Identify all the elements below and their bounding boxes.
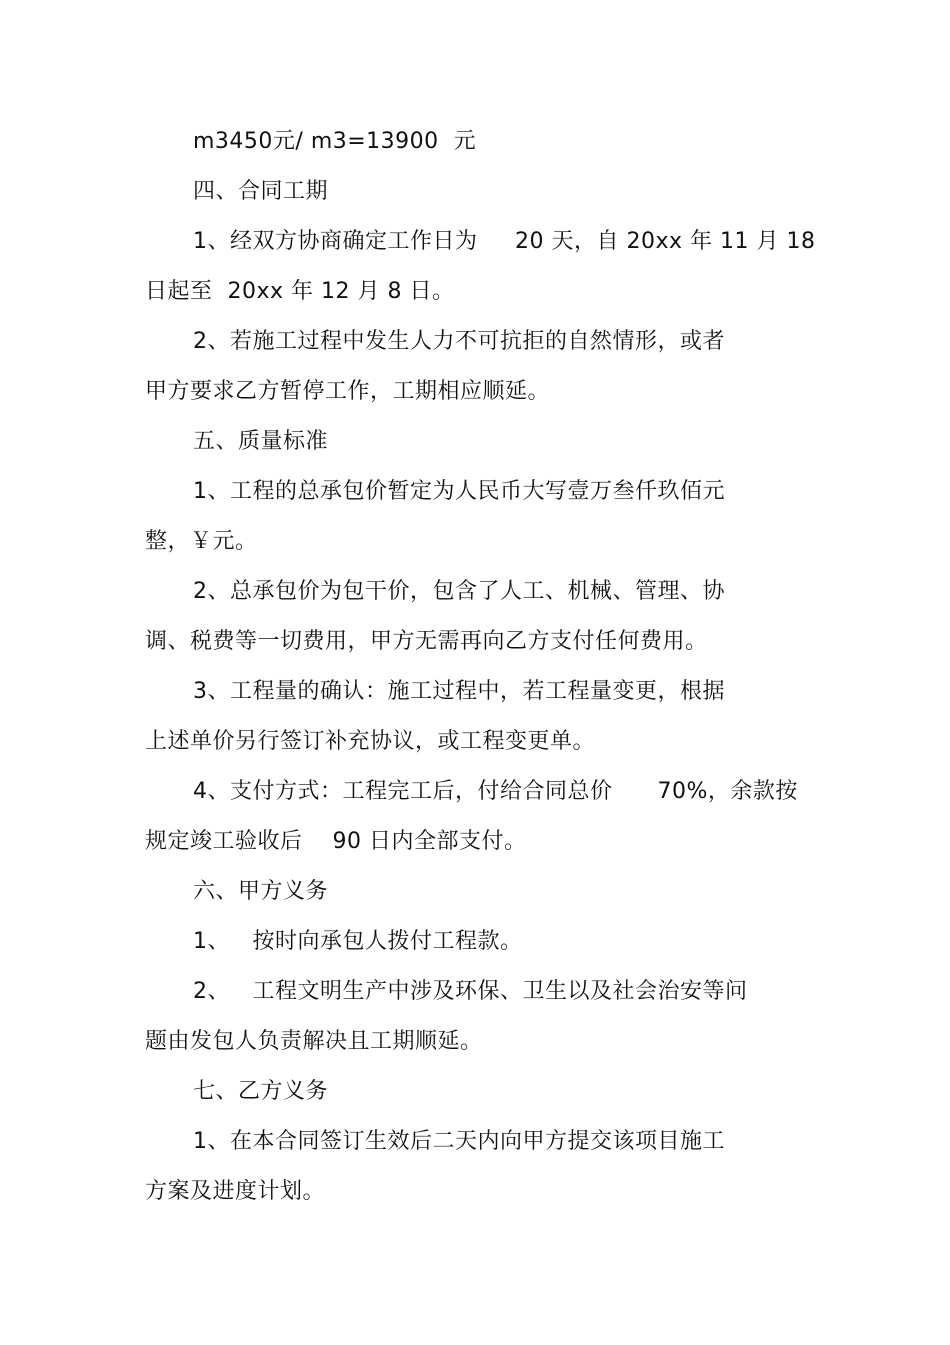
paragraph-line: 方案及进度计划。 [145,1179,326,1204]
paragraph-line: 3、工程量的确认：施工过程中，若工程量变更，根据 [193,679,725,704]
section-heading-party-a-obligations: 六、甲方义务 [193,879,329,904]
section-heading-contract-period: 四、合同工期 [193,179,329,204]
paragraph-line: 题由发包人负责解决且工期顺延。 [145,1029,483,1054]
paragraph-line: 1、 按时向承包人拨付工程款。 [193,929,523,954]
paragraph-line: 调、税费等一切费用，甲方无需再向乙方支付任何费用。 [145,629,708,654]
paragraph-line: 1、工程的总承包价暂定为人民币大写壹万叁仟玖佰元 [193,479,725,504]
section-heading-quality-standard: 五、质量标准 [193,429,329,454]
paragraph-line: 整，￥元。 [145,529,258,554]
paragraph-line: 1、在本合同签订生效后二天内向甲方提交该项目施工 [193,1129,725,1154]
section-heading-party-b-obligations: 七、乙方义务 [193,1079,329,1104]
paragraph-line: 日起至 20xx 年 12 月 8 日。 [145,279,455,304]
paragraph-line: 2、 工程文明生产中涉及环保、卫生以及社会治安等问 [193,979,748,1004]
text-line-price-calc: m3450元/ m3=13900 元 [193,129,477,154]
paragraph-line: 4、支付方式：工程完工后，付给合同总价 70%，余款按 [193,779,798,804]
paragraph-line: 2、总承包价为包干价，包含了人工、机械、管理、协 [193,579,725,604]
paragraph-line: 甲方要求乙方暂停工作，工期相应顺延。 [145,379,551,404]
paragraph-line: 2、若施工过程中发生人力不可抗拒的自然情形，或者 [193,329,725,354]
paragraph-line: 1、经双方协商确定工作日为 20 天，自 20xx 年 11 月 18 [193,229,816,254]
paragraph-line: 规定竣工验收后 90 日内全部支付。 [145,829,527,854]
paragraph-line: 上述单价另行签订补充协议，或工程变更单。 [145,729,596,754]
